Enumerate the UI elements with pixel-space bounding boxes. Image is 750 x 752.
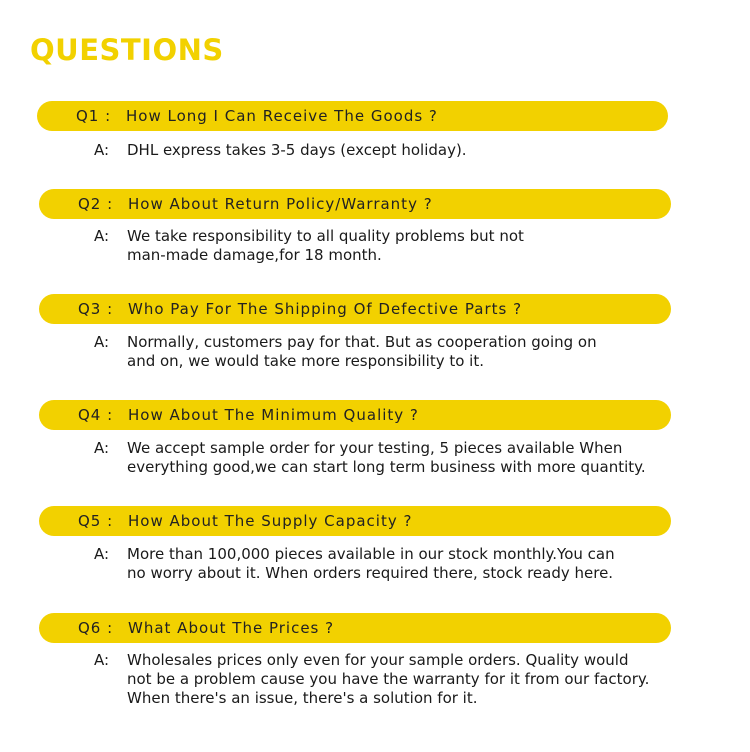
answer-marker: A:: [94, 333, 110, 351]
question-number: Q1 :: [76, 107, 112, 125]
question-number: Q6 :: [78, 619, 114, 637]
answer-marker: A:: [94, 545, 110, 563]
question-text: Who Pay For The Shipping Of Defective Parts ?: [128, 300, 523, 318]
question-bar: [39, 400, 671, 430]
answer-marker: A:: [94, 651, 110, 669]
answer-marker: A:: [94, 227, 110, 245]
question-bar: [37, 101, 668, 131]
answer-text: We take responsibility to all quality problems but not man-made damage,for 18 month.: [127, 227, 524, 264]
answer-text: More than 100,000 pieces available in our stock monthly.You can no worry about it. When orders required there, stock ready here.: [127, 545, 615, 582]
question-bar: [39, 189, 671, 219]
question-bar: [39, 613, 671, 643]
question-text: How About The Minimum Quality ?: [128, 406, 419, 424]
page-title: QUESTIONS: [30, 33, 224, 67]
question-text: How About Return Policy/Warranty ?: [128, 195, 433, 213]
question-number: Q4 :: [78, 406, 114, 424]
answer-marker: A:: [94, 141, 110, 159]
answer-text: Normally, customers pay for that. But as cooperation going on and on, we would take more responsibility to it.: [127, 333, 597, 370]
answer-text: We accept sample order for your testing, 5 pieces available When everything good,we can start long term business with more quantity.: [127, 439, 646, 476]
question-text: What About The Prices ?: [128, 619, 335, 637]
answer-marker: A:: [94, 439, 110, 457]
question-number: Q2 :: [78, 195, 114, 213]
question-number: Q3 :: [78, 300, 114, 318]
answer-text: Wholesales prices only even for your sample orders. Quality would not be a problem cause you have the warranty for it from our factory. When there's an issue, there's a solution for it.: [127, 651, 650, 707]
question-bar: [39, 506, 671, 536]
question-text: How About The Supply Capacity ?: [128, 512, 413, 530]
question-text: How Long I Can Receive The Goods ?: [126, 107, 438, 125]
question-number: Q5 :: [78, 512, 114, 530]
answer-text: DHL express takes 3-5 days (except holiday).: [127, 141, 467, 159]
question-bar: [39, 294, 671, 324]
